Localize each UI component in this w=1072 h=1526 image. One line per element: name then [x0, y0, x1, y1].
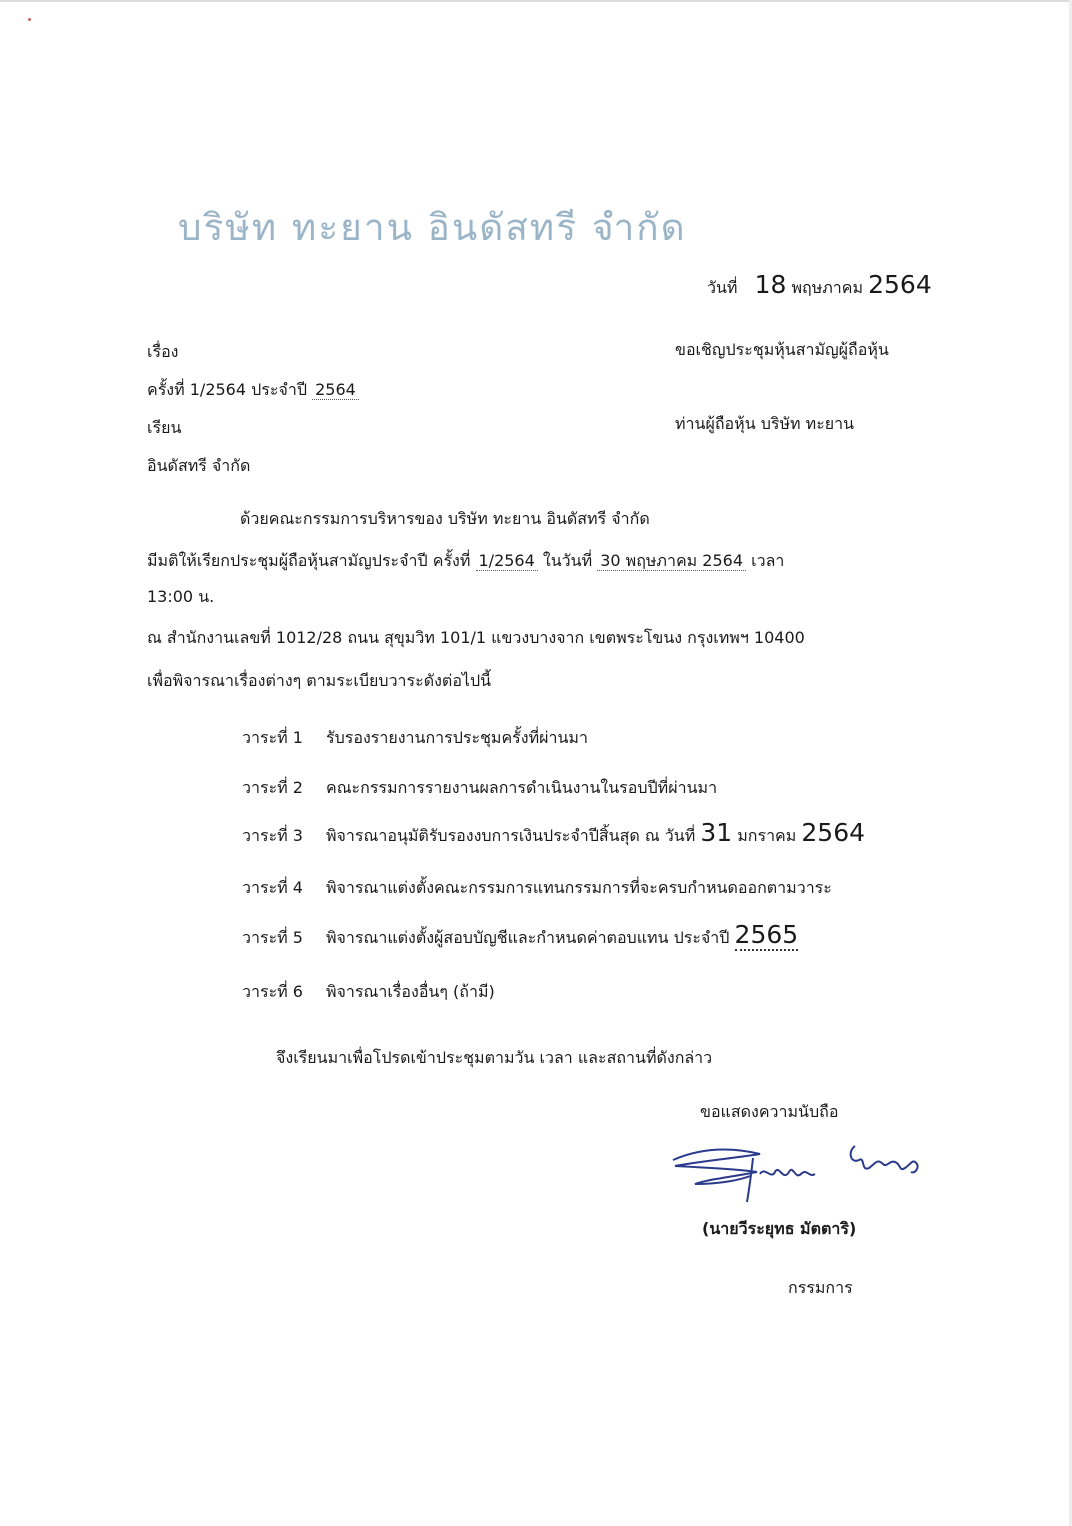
resolution-line: [147, 549, 784, 574]
agenda-text: พิจารณาเรื่องอื่นๆ (ถ้ามี): [326, 982, 495, 1001]
date-day: 18: [754, 270, 787, 299]
agenda-number: วาระที่ 1: [242, 728, 303, 747]
date-year: 2564: [868, 270, 932, 299]
agenda-item-5: [242, 920, 798, 951]
subject-text: ขอเชิญประชุมหุ้นสามัญผู้ถือหุ้น: [675, 340, 889, 359]
agenda-text: พิจารณาแต่งตั้งคณะกรรมการแทนกรรมการที่จะครบกำหนดออกตามวาระ: [326, 878, 832, 897]
agenda-number: วาระที่ 5: [242, 928, 303, 947]
scan-edge-top: [0, 0, 1072, 2]
subject-line2-text: ครั้งที่ 1/2564 ประจำปี: [147, 380, 307, 399]
agenda-number: วาระที่ 6: [242, 982, 303, 1001]
resolution-prefix: มีมติให้เรียกประชุมผู้ถือหุ้นสามัญประจำปี ครั้งที่: [147, 551, 471, 570]
agenda-3-day: 31: [700, 818, 733, 847]
subject-line2: [147, 378, 359, 403]
meeting-venue: ณ สำนักงานเลขที่ 1012/28 ถนน สุขุมวิท 101/1 แขวงบางจาก เขตพระโขนง กรุงเทพฯ 10400: [147, 628, 805, 647]
agenda-item-2: [242, 776, 717, 801]
agenda-intro: เพื่อพิจารณาเรื่องต่างๆ ตามระเบียบวาระดังต่อไปนี้: [147, 671, 492, 690]
agenda-text: พิจารณาอนุมัติรับรองงบการเงินประจำปีสิ้นสุด ณ วันที่: [326, 826, 696, 845]
date-label: วันที่: [707, 278, 738, 297]
time-label: เวลา: [751, 551, 785, 570]
agenda-text: รับรองรายงานการประชุมครั้งที่ผ่านมา: [326, 728, 588, 747]
regards: ขอแสดงความนับถือ: [700, 1102, 839, 1121]
meeting-time: 13:00 น.: [147, 587, 215, 606]
scan-speck: [28, 18, 31, 21]
meeting-number: 1/2564: [476, 551, 538, 571]
letter-date: [707, 270, 932, 301]
agenda-3-month: มกราคม: [737, 826, 797, 845]
agenda-item-3: [242, 818, 865, 849]
agenda-number: วาระที่ 3: [242, 826, 303, 845]
signer-name: (นายวีระยุทธ มัตตาริ): [702, 1219, 857, 1238]
agenda-text: คณะกรรมการรายงานผลการดำเนินงานในรอบปีที่ผ่านมา: [326, 778, 718, 797]
agenda-number: วาระที่ 2: [242, 778, 303, 797]
body-intro: ด้วยคณะกรรมการบริหารของ บริษัท ทะยาน อินดัสทรี จำกัด: [240, 509, 650, 528]
to-text: ท่านผู้ถือหุ้น บริษัท ทะยาน: [675, 414, 855, 433]
subject-label: เรื่อง: [147, 342, 179, 361]
agenda-text: พิจารณาแต่งตั้งผู้สอบบัญชีและกำหนดค่าตอบแทน ประจำปี: [326, 928, 730, 947]
agenda-5-year: 2565: [734, 920, 799, 949]
agenda-item-6: [242, 980, 495, 1005]
to-label: เรียน: [147, 418, 182, 437]
agenda-item-4: [242, 876, 832, 901]
closing-sentence: จึงเรียนมาเพื่อโปรดเข้าประชุมตามวัน เวลา และสถานที่ดังกล่าว: [276, 1048, 713, 1067]
agenda-3-year: 2564: [801, 818, 866, 847]
company-letterhead: บริษัท ทะยาน อินดัสทรี จำกัด: [178, 206, 687, 249]
signer-title: กรรมการ: [788, 1278, 853, 1297]
agenda-number: วาระที่ 4: [242, 878, 303, 897]
on-date-label: ในวันที่: [542, 551, 593, 570]
agenda-item-1: [242, 726, 588, 751]
to-line2: อินดัสทรี จำกัด: [147, 456, 251, 475]
subject-year: 2564: [312, 380, 359, 400]
date-month: พฤษภาคม: [791, 278, 864, 297]
meeting-date: 30 พฤษภาคม 2564: [597, 551, 746, 571]
signature: [665, 1128, 935, 1208]
